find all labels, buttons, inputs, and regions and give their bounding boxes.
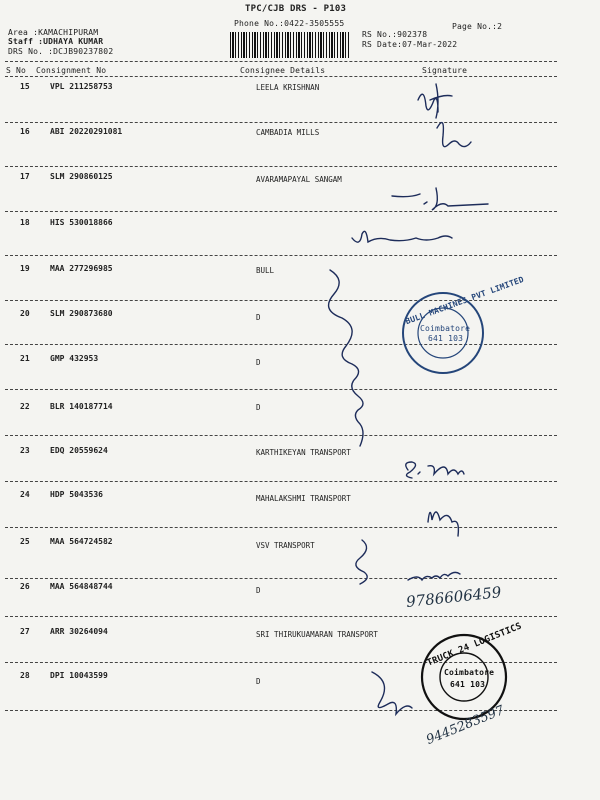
col-consignee: Consignee Details bbox=[240, 66, 326, 75]
signature-18 bbox=[352, 231, 452, 242]
row-sno: 28 bbox=[20, 671, 30, 680]
row-consignment: HDP 5043536 bbox=[50, 490, 103, 499]
row-consignment: EDQ 20559624 bbox=[50, 446, 108, 455]
signature-24 bbox=[428, 512, 458, 536]
row-sno: 15 bbox=[20, 82, 30, 91]
signature-17 bbox=[392, 188, 488, 210]
bull-stamp-name: BULL MACHINES PVT LIMITED bbox=[404, 274, 526, 327]
row-consignee: VSV TRANSPORT bbox=[256, 541, 315, 550]
signature-wave bbox=[329, 270, 363, 446]
handwritten-phone-2: 9445283597 bbox=[424, 703, 507, 748]
staff-label: Staff :UDHAYA KUMAR bbox=[8, 37, 104, 46]
drs-number: DRS No. :DCJB90237802 bbox=[8, 47, 114, 56]
signature-16 bbox=[437, 123, 471, 147]
row-consignee: D bbox=[256, 358, 261, 367]
row-consignment: DPI 10043599 bbox=[50, 671, 108, 680]
row-consignee: CAMBADIA MILLS bbox=[256, 128, 320, 137]
row-consignment: SLM 290873680 bbox=[50, 309, 113, 318]
bull-stamp-pin: 641 103 bbox=[428, 334, 464, 343]
bull-stamp-city: Coimbatore bbox=[420, 324, 471, 333]
area-label: Area :KAMACHIPURAM bbox=[8, 28, 99, 37]
row-consignee: MAHALAKSHMI TRANSPORT bbox=[256, 494, 351, 503]
rs-number: RS No.:902378 bbox=[362, 30, 428, 39]
signature-26 bbox=[408, 572, 460, 580]
row-sno: 19 bbox=[20, 264, 30, 273]
truck-stamp-name: TRUCK 24 LOGISTICS bbox=[425, 621, 524, 669]
rs-date: RS Date:07-Mar-2022 bbox=[362, 40, 458, 49]
row-consignment: MAA 277296985 bbox=[50, 264, 113, 273]
row-consignee: D bbox=[256, 313, 261, 322]
row-sno: 16 bbox=[20, 127, 30, 136]
col-sno: S No bbox=[6, 66, 27, 75]
row-sno: 17 bbox=[20, 172, 30, 181]
row-consignment: ARR 30264094 bbox=[50, 627, 108, 636]
row-consignment: MAA 564724582 bbox=[50, 537, 113, 546]
row-consignee: SRI THIRUKUAMARAN TRANSPORT bbox=[256, 630, 378, 639]
row-sno: 21 bbox=[20, 354, 30, 363]
row-consignment: VPL 211258753 bbox=[50, 82, 113, 91]
row-consignee: AVARAMAPAYAL SANGAM bbox=[256, 175, 342, 184]
row-consignee: D bbox=[256, 677, 261, 686]
row-consignment: GMP 432953 bbox=[50, 354, 99, 363]
row-consignee: D bbox=[256, 586, 261, 595]
row-consignment: SLM 290860125 bbox=[50, 172, 113, 181]
row-sno: 23 bbox=[20, 446, 30, 455]
row-consignment: HIS 530018866 bbox=[50, 218, 113, 227]
row-sno: 22 bbox=[20, 402, 30, 411]
row-consignment: ABI 20220291081 bbox=[50, 127, 123, 136]
handwritten-phone-1: 9786606459 bbox=[405, 583, 503, 611]
row-sno: 24 bbox=[20, 490, 30, 499]
row-sno: 25 bbox=[20, 537, 30, 546]
row-sno: 27 bbox=[20, 627, 30, 636]
page-number: Page No.:2 bbox=[452, 22, 503, 31]
row-consignment: BLR 140187714 bbox=[50, 402, 113, 411]
row-consignee: BULL bbox=[256, 266, 275, 275]
col-signature: Signature bbox=[422, 66, 468, 75]
sheet-title: TPC/CJB DRS - P103 bbox=[245, 4, 347, 14]
row-consignee: D bbox=[256, 403, 261, 412]
col-consignment: Consignment No bbox=[36, 66, 107, 75]
row-sno: 20 bbox=[20, 309, 30, 318]
signature-wave-2 bbox=[356, 540, 367, 584]
row-sno: 26 bbox=[20, 582, 30, 591]
row-consignee: KARTHIKEYAN TRANSPORT bbox=[256, 448, 351, 457]
phone-number: Phone No.:0422-3505555 bbox=[234, 19, 345, 28]
truck-stamp-pin: 641 103 bbox=[450, 680, 486, 689]
signature-15 bbox=[418, 84, 452, 118]
row-consignee: LEELA KRISHNAN bbox=[256, 83, 320, 92]
signature-23 bbox=[406, 462, 464, 478]
truck-stamp-city: Coimbatore bbox=[444, 668, 495, 677]
row-sno: 18 bbox=[20, 218, 30, 227]
row-consignment: MAA 564848744 bbox=[50, 582, 113, 591]
signature-28 bbox=[372, 672, 412, 714]
